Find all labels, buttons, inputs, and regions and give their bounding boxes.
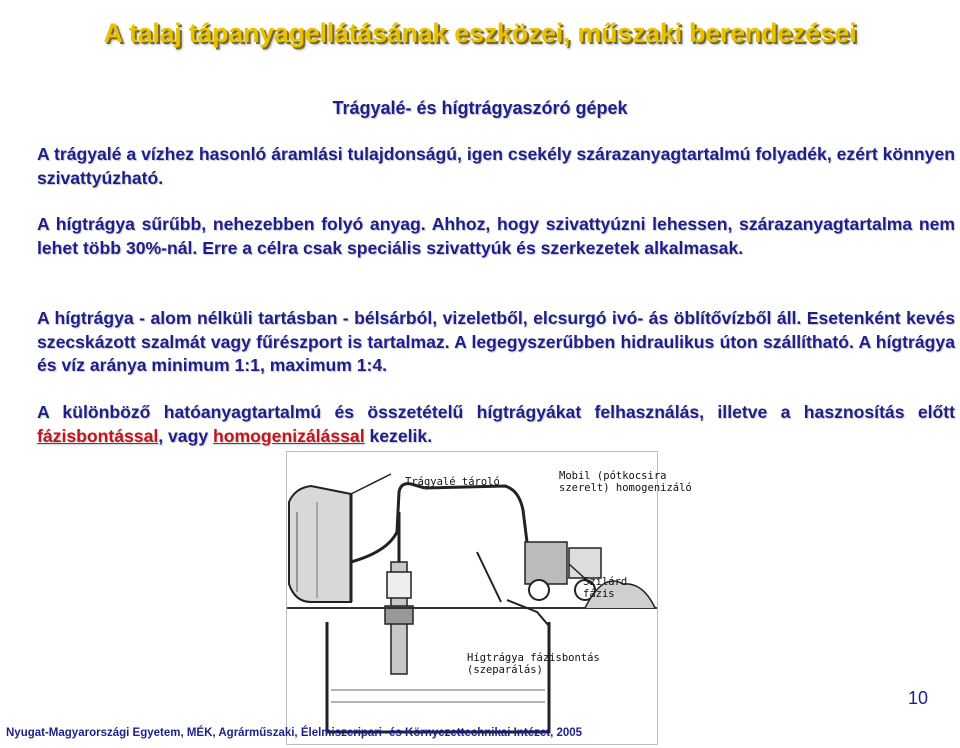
paragraph-tragyale: A trágyalé a vízhez hasonló áramlási tulajdonságú, igen csekély szárazanyagtartalmú folyadék, ezért könnyen szivattyúzható.	[37, 144, 955, 188]
page-title: A talaj tápanyagellátásának eszközei, műszaki berendezései	[103, 18, 857, 48]
section-subtitle: Trágyalé- és hígtrágyaszóró gépek	[332, 98, 628, 118]
treatment-text-start: A különböző hatóanyagtartalmú és összetételű hígtrágyákat felhasználás, illetve a hasznosítás előtt	[37, 402, 955, 422]
label-phase-separation: Hígtrágya fázisbontás (szeparálás)	[467, 652, 600, 676]
label-tank: Trágyalé tároló	[405, 476, 500, 488]
treatment-text-end: kezelik.	[364, 425, 433, 446]
page-number: 10	[908, 688, 929, 708]
label-solid-phase: Szilárd fázis	[583, 576, 628, 600]
term-homogenizalas: homogenizálással	[213, 425, 365, 446]
paragraph-higtragya: A hígtrágya sűrűbb, nehezebben folyó anyag. Ahhoz, hogy szivattyúzni lehessen, szárazanyagtartalma nem lehet több 30%-nál. Erre a célra csak speciális szivattyúk és szerkezetek alkalmasak.	[37, 214, 955, 258]
equipment-illustration	[286, 451, 692, 745]
paragraph-composition: A hígtrágya - alom nélküli tartásban - bélsárból, vizeletből, elcsurgó ivó- ás öblítővízből áll. Esetenként kevés szecskázott szalmát vagy fűrészport is tartalmaz. A legegyszerűbben hidraulikus úton szállítható. A hígtrágya és víz aránya minimum 1:1, maximum 1:4.	[37, 308, 955, 375]
paragraph-treatment	[37, 401, 955, 448]
footer-institution: Nyugat-Magyarországi Egyetem, MÉK, Agrárműszaki, Élelmiszeripari- és Környezettechnikai Intézet, 2005	[6, 727, 583, 739]
label-mobile-homogenizer: Mobil (pótkocsira szerelt) homogenizáló	[559, 470, 692, 494]
term-fazisbontas: fázisbontással	[37, 425, 159, 446]
treatment-text-mid: , vagy	[158, 425, 214, 446]
